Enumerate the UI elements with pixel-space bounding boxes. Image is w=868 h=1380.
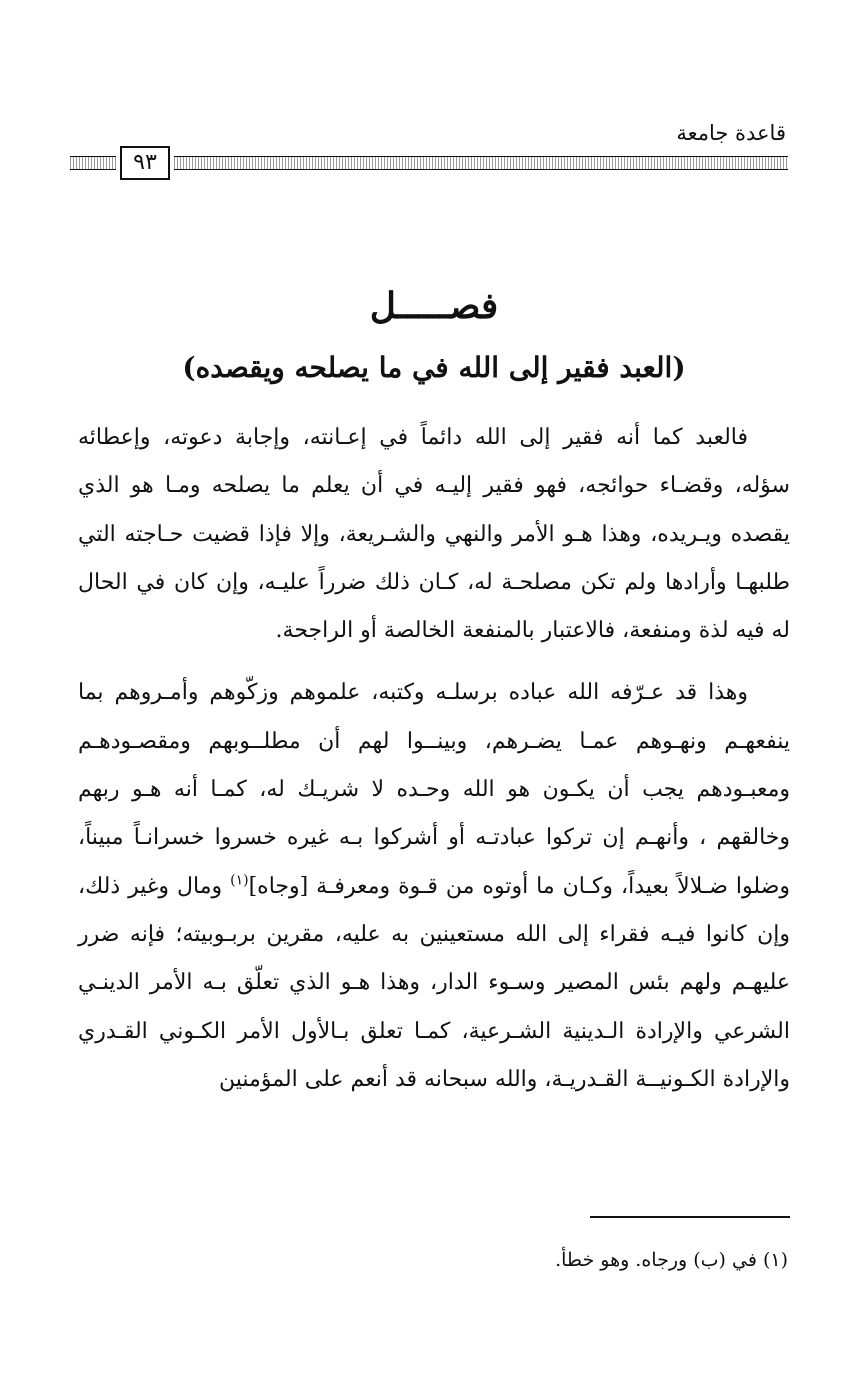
body-text bbox=[78, 414, 790, 1104]
page-number: ٩٣ bbox=[120, 146, 170, 180]
paragraph-1: فالعبد كما أنه فقير إلى الله دائماً في إعـانته، وإجابة دعوته، وإعطائه سؤله، وقضـاء حوائجه، فهو فقير إليـه في أن يعلم ما يصلحه ومـا هو الذي يقصده ويـريده، وهذا هـو الأمر والنهي والشـريعة، وإلا فإذا قضيت حـاجته التي طلبهـا وأرادها ولم تكن مصلحـة له، كـان ذلك ضرراً عليـه، وإن كان في الحال له فيه لذة ومنفعة، فالاعتبار بالمنفعة الخالصة أو الراجحة. bbox=[78, 425, 790, 644]
paragraph-2 bbox=[78, 669, 790, 1104]
footnote: (١) في (ب) ورجاه. وهو خطأ. bbox=[555, 1249, 788, 1271]
header-ornament-right bbox=[174, 156, 788, 170]
paragraph-2-part-1: وهذا قد عـرّفه الله عباده برسلـه وكتبه، علموهم وزكّوهم وأمـروهم بما ينفعهـم ونهـوهم عمـا يضـرهم، وبينــوا لهم أن مطلــوبهم ومقصـودهـم ومعبـودهم يجب أن يكـون هو الله وحـده لا شريـك له، كمـا أنه هـو ربهم وخالقهم ، وأنهـم إن تركوا عبادتـه أو أشركوا بـه غيره خسروا خسرانـاً مبيناً، وضلوا ضـلالاً بعيداً، وكـان ما أوتوه من قـوة ومعرفـة [وجاه] bbox=[78, 680, 790, 899]
paragraph-2-part-2: ومال وغير ذلك، وإن كانوا فيـه فقراء إلى الله مستعينين به عليه، مقرين بربـوبيته؛ فإنه ضرر عليهـم ولهم بئس المصير وسـوء الدار، وهذا هـو الذي تعلّق بـه الأمر الدينـي الشرعي والإرادة الـدينية الشـرعية، كمـا تعلق بـالأول الأمر الكـوني القـدري والإرادة الكـونيــة القـدريـة، والله سبحانه قد أنعم على المؤمنين bbox=[78, 873, 790, 1092]
running-title: قاعدة جامعة bbox=[676, 121, 786, 145]
footnote-reference[interactable]: (١) bbox=[230, 872, 249, 889]
footnote-divider bbox=[590, 1216, 790, 1218]
section-subtitle: (العبد فقير إلى الله في ما يصلحه ويقصده) bbox=[182, 351, 686, 384]
header-ornament-left bbox=[70, 156, 116, 170]
header-band bbox=[70, 146, 788, 180]
section-heading: فصـــــل bbox=[369, 285, 499, 327]
